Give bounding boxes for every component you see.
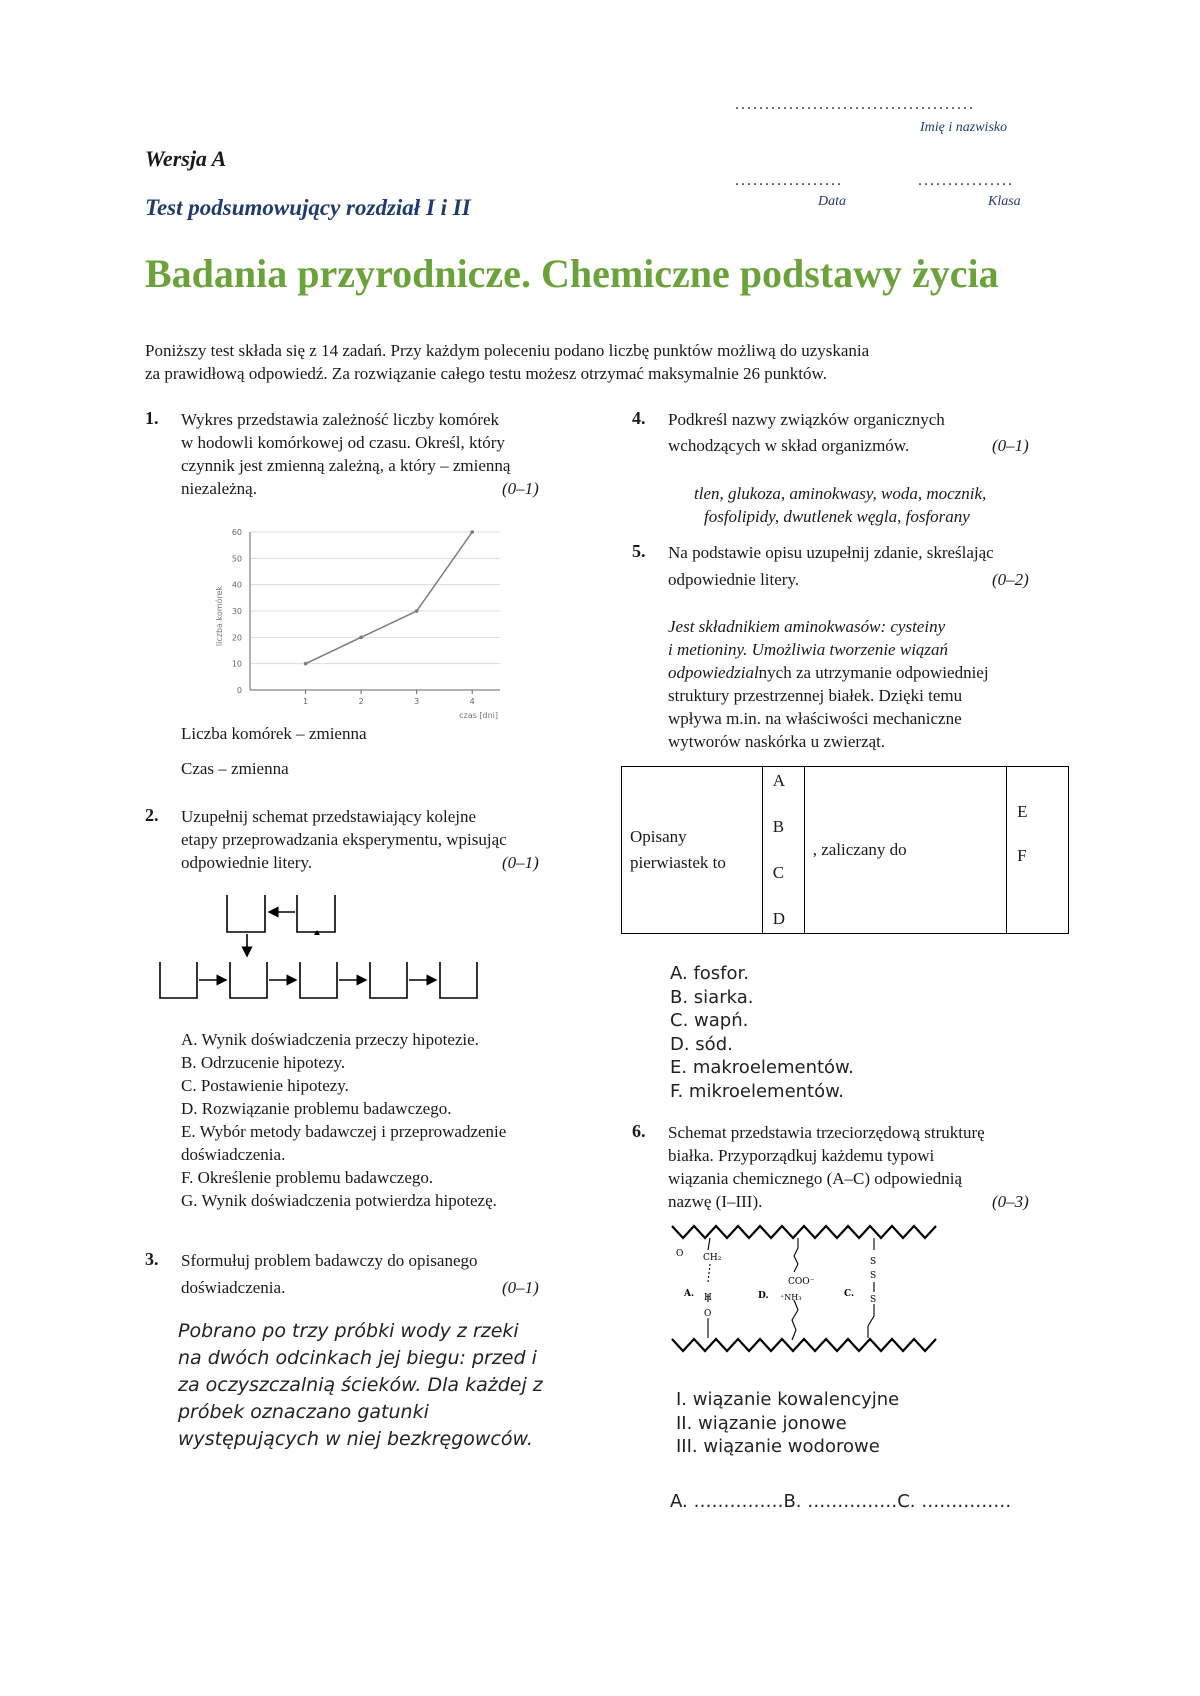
q2-option-g: G. Wynik doświadczenia potwierdza hipotezę. [181, 1191, 497, 1210]
chart-x-tick-label: 1 [303, 697, 309, 706]
q6-points: (0–3) [992, 1192, 1029, 1211]
q4-compounds-1[interactable]: tlen, glukoza, aminokwasy, woda, mocznik, [694, 484, 987, 503]
page-title: Badania przyrodnicze. Chemiczne podstawy życia [145, 251, 999, 296]
chart-point [470, 530, 474, 534]
q3-points: (0–1) [502, 1278, 539, 1297]
chart-x-tick-label: 2 [358, 697, 364, 706]
chart-x-label: czas [dni] [459, 711, 498, 720]
q5-points: (0–2) [992, 570, 1029, 589]
q2-option-f: F. Określenie problemu badawczego. [181, 1168, 434, 1187]
chem-coo: COO⁻ [788, 1277, 815, 1287]
q5-option-b: B. siarka. [670, 986, 754, 1008]
q1-line-3: czynnik jest zmienną zależną, a który – zmienną [181, 456, 511, 475]
q5-letter-a[interactable]: A [772, 771, 786, 790]
chart-y-tick-label: 60 [231, 528, 242, 537]
version-label: Wersja A [145, 146, 227, 171]
chart-y-tick-label: 20 [231, 633, 242, 643]
q5-table-cell-2: , zaliczany do [804, 767, 1006, 934]
chart-y-tick-label: 0 [236, 686, 242, 695]
test-subtitle: Test podsumowujący rozdział I i II [145, 195, 471, 220]
q5-option-c: C. wapń. [670, 1010, 749, 1031]
q5-letter-e[interactable]: E [1017, 802, 1028, 821]
protein-chain-top [672, 1226, 936, 1238]
q3-desc-2: na dwóch odcinkach jej biegu: przed i [178, 1347, 537, 1369]
q1-line-2: w hodowli komórkowej od czasu. Określ, który [181, 433, 505, 452]
q6-line-1: Schemat przedstawia trzeciorzędową strukturę [668, 1123, 985, 1142]
chem-nh3: ⁺NH₃ [780, 1293, 802, 1302]
q5-letter-b[interactable]: B [772, 817, 785, 836]
q5-desc-4: struktury przestrzennej białek. Dzięki temu [668, 686, 963, 705]
chart-point [304, 662, 308, 666]
protein-chain-bottom [672, 1339, 936, 1351]
flow-slot-4 [370, 962, 407, 998]
chart-y-tick-label: 10 [231, 659, 242, 669]
q3-desc-3: za oczyszczalnią ścieków. Dla każdej z [178, 1374, 543, 1396]
q5-letter-f[interactable]: F [1017, 846, 1027, 865]
q1-answer-2: Czas – zmienna [181, 759, 289, 778]
q1-line-4: niezależną. [181, 479, 257, 498]
label-c: C. [844, 1289, 855, 1299]
flow-slot-1 [160, 962, 197, 998]
name-dots[interactable]: ........................................ [735, 96, 975, 113]
q3-desc-1: Pobrano po trzy próbki wody z rzeki [178, 1320, 519, 1342]
q2-option-e: E. Wybór metody badawczej i przeprowadzenie [181, 1122, 507, 1141]
q5-table-letters-1 [762, 767, 804, 934]
flow-slot-top-2 [297, 895, 335, 932]
q4-compounds-2[interactable]: fosfolipidy, dwutlenek węgla, fosforany [704, 507, 970, 526]
side-chain-c-bottom [868, 1304, 874, 1338]
q5-letter-c[interactable]: C [772, 863, 785, 882]
side-chain-b-top [794, 1238, 798, 1272]
chart-y-tick-label: 30 [231, 607, 242, 616]
q5-option-f: F. mikroelementów. [670, 1080, 844, 1102]
q5-description [668, 615, 989, 753]
flow-slot-2 [230, 962, 267, 998]
q5-table-letters-2 [1007, 767, 1069, 934]
protein-structure-diagram [670, 1220, 945, 1370]
class-label: Klasa [988, 194, 1021, 209]
q6-option-2: II. wiązanie jonowe [676, 1412, 847, 1434]
flow-slot-3 [300, 962, 337, 998]
q2-option-b: B. Odrzucenie hipotezy. [181, 1053, 346, 1072]
q6-options [676, 1388, 899, 1459]
side-chain-b-bottom [792, 1300, 798, 1340]
chart-y-tick-label: 50 [231, 554, 242, 564]
q4-points: (0–1) [992, 436, 1029, 455]
q2-line-1: Uzupełnij schemat przedstawiający kolejne [181, 807, 477, 826]
chart-x-ticks [303, 690, 475, 706]
chem-h: H [704, 1293, 712, 1303]
chem-o-bottom: O [704, 1309, 712, 1319]
q5-number: 5. [632, 541, 646, 561]
label-a: A. [684, 1289, 695, 1299]
q6-number: 6. [632, 1121, 646, 1141]
q6-option-3: III. wiązanie wodorowe [676, 1436, 880, 1457]
q6-option-1: I. wiązanie kowalencyjne [676, 1389, 900, 1410]
chart-point [359, 636, 363, 640]
q2-option-d: D. Rozwiązanie problemu badawczego. [181, 1099, 452, 1118]
chart-grid [250, 532, 500, 664]
q5-desc-2: i metioniny. Umożliwia tworzenie wiązań [668, 640, 949, 659]
q6-answer-line[interactable]: A. ……………B. ……………C. …………… [670, 1491, 1012, 1512]
chem-s-mid: S [870, 1271, 877, 1281]
q5-desc-3-italic: odpowiedzial [668, 663, 759, 682]
q3-line-1: Sformułuj problem badawczy do opisanego [181, 1251, 478, 1270]
chart-point [415, 609, 419, 613]
q5-option-d: D. sód. [670, 1033, 733, 1055]
q1-points: (0–1) [502, 479, 539, 498]
q5-desc-5: wpływa m.in. na właściwości mechaniczne [668, 709, 962, 728]
cell-count-chart [210, 520, 510, 730]
q5-table-cell-1: Opisany pierwiastek to [622, 767, 763, 934]
q2-line-3: odpowiednie litery. [181, 853, 313, 872]
q2-option-e-cont: doświadczenia. [181, 1145, 286, 1164]
chart-y-label: liczba komórek [215, 585, 224, 647]
q5-option-e: E. makroelementów. [670, 1057, 854, 1078]
chart-x-tick-label: 4 [469, 697, 475, 706]
q2-options [181, 1028, 506, 1212]
q6-line-3: wiązania chemicznego (A–C) odpowiednią [668, 1169, 963, 1188]
chart-x-tick-label: 3 [414, 697, 420, 706]
q2-option-a: A. Wynik doświadczenia przeczy hipotezie. [181, 1030, 479, 1049]
q3-line-2: doświadczenia. [181, 1278, 286, 1297]
q4-number: 4. [632, 408, 646, 428]
q3-number: 3. [145, 1249, 159, 1269]
date-dots[interactable]: .................. [735, 172, 843, 189]
chart-series-line [306, 532, 473, 664]
q5-desc-1: Jest składnikiem aminokwasów: cysteiny [668, 617, 946, 636]
chem-ch2: CH₂ [703, 1253, 722, 1263]
chem-s-top: S [870, 1257, 877, 1267]
date-label: Data [818, 194, 846, 209]
experiment-flow-diagram [155, 890, 495, 1010]
q3-description [178, 1318, 543, 1453]
q5-line-1: Na podstawie opisu uzupełnij zdanie, skreślając [668, 543, 994, 562]
chem-s-bottom: S [870, 1295, 877, 1305]
q5-desc-3 [668, 661, 989, 684]
q2-option-c: C. Postawienie hipotezy. [181, 1076, 349, 1095]
q4-line-1: Podkreśl nazwy związków organicznych [668, 410, 945, 429]
q2-number: 2. [145, 805, 159, 825]
label-b: D. [758, 1291, 769, 1301]
q6-line-2: białka. Przyporządkuj każdemu typowi [668, 1146, 935, 1165]
chem-o-top: O [676, 1249, 684, 1259]
q5-options [670, 962, 854, 1103]
q1-number: 1. [145, 408, 159, 428]
class-dots[interactable]: ................ [918, 172, 1014, 189]
bond-a-dashed [708, 1264, 710, 1282]
q5-option-a: A. fosfor. [670, 963, 749, 984]
flow-slot-5 [440, 962, 477, 998]
q5-line-2: odpowiednie litery. [668, 570, 800, 589]
q5-letter-d[interactable]: D [772, 909, 786, 928]
chart-points [304, 530, 474, 665]
q6-line-4: nazwę (I–III). [668, 1192, 763, 1211]
q2-points: (0–1) [502, 853, 539, 872]
q5-desc-3-rest: nych za utrzymanie odpowiedniej [758, 663, 989, 682]
q5-element-table [621, 766, 1069, 934]
bond-a-top [708, 1238, 710, 1250]
chart-y-tick-label: 40 [231, 580, 242, 590]
q5-desc-6: wytworów naskórka u zwierząt. [668, 732, 886, 751]
name-label: Imię i nazwisko [920, 120, 1008, 135]
q1-line-1: Wykres przedstawia zależność liczby komórek [181, 410, 500, 429]
chart-y-ticks [232, 528, 242, 695]
q1-answer-1: Liczba komórek – zmienna [181, 724, 367, 743]
q4-line-2: wchodzących w skład organizmów. [668, 436, 910, 455]
q3-desc-5: występujących w niej bezkręgowców. [178, 1428, 533, 1450]
flow-slot-top-1 [227, 895, 265, 932]
q2-line-2: etapy przeprowadzania eksperymentu, wpisując [181, 830, 507, 849]
intro-line-2: za prawidłową odpowiedź. Za rozwiązanie całego testu możesz otrzymać maksymalnie 26 punktów. [145, 364, 827, 383]
q3-desc-4: próbek oznaczano gatunki [178, 1401, 429, 1423]
intro-line-1: Poniższy test składa się z 14 zadań. Przy każdym poleceniu podano liczbę punktów możliwą do uzyskania [145, 341, 870, 360]
